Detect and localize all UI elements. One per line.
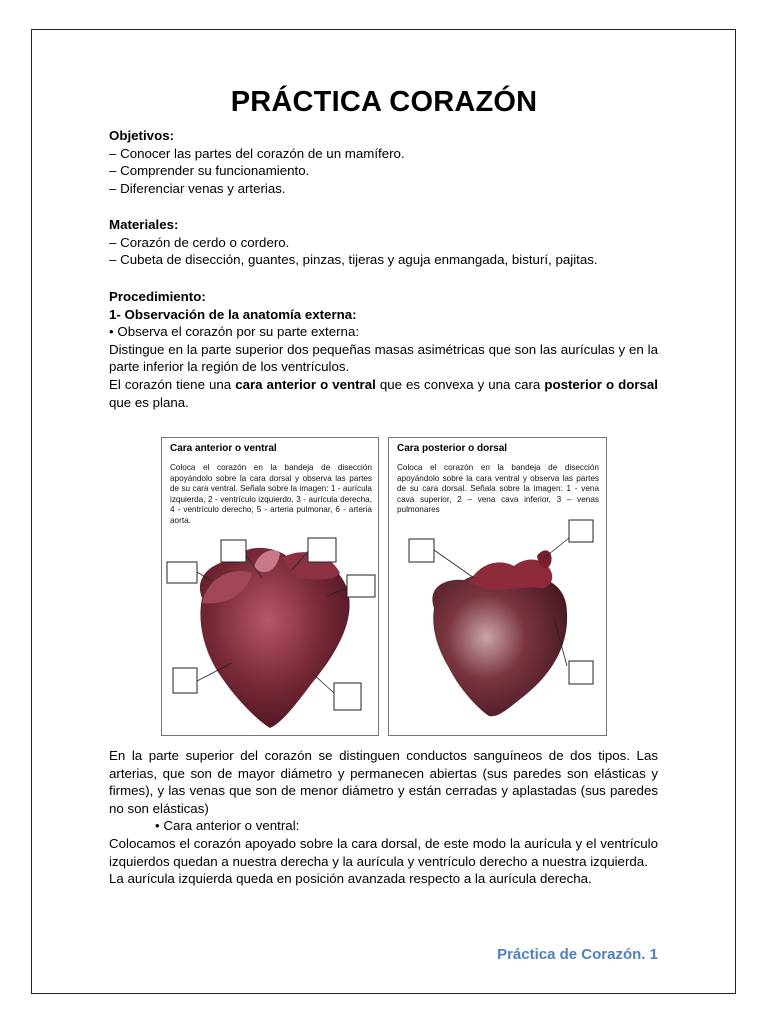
figure-ventral-text: Coloca el corazón en la bandeja de disección apoyándolo sobre la cara dorsal y observa las partes de su cara ventral. Señala sobre la imagen: 1 - aurícula izquierda, 2 - ventrículo izquierdo, 3 - aurícula derecha, 4 - ventrículo derecho, 5 - arteria pulmonar, 6 - arteria aorta. xyxy=(170,463,372,525)
bold-term-dorsal: posterior o dorsal xyxy=(544,376,658,392)
procedimiento-paragraph: Distingue en la parte superior dos pequeñas masas asimétricas que son las aurículas y en la parte inferior la región de los ventrículos. xyxy=(109,341,658,375)
procedimiento-subheading: 1- Observación de la anatomía externa: xyxy=(109,306,357,322)
heart-dorsal-shape xyxy=(432,573,567,717)
label-box xyxy=(334,683,361,710)
label-box xyxy=(569,661,593,684)
heart-dorsal-illustration xyxy=(389,438,607,736)
objetivos-item: – Diferenciar venas y arterias. xyxy=(109,180,286,196)
figure-dorsal-title: Cara posterior o dorsal xyxy=(397,443,508,454)
figure-ventral xyxy=(161,437,379,736)
heart-ventral-illustration xyxy=(162,438,379,736)
materiales-item: – Corazón de cerdo o cordero. xyxy=(109,234,290,250)
objetivos-section xyxy=(109,127,658,197)
label-box xyxy=(409,539,434,562)
label-box xyxy=(569,520,593,542)
materiales-heading: Materiales: xyxy=(109,217,179,232)
body2-section xyxy=(109,747,658,888)
body2-bullet: • Cara anterior o ventral: xyxy=(155,818,300,834)
procedimiento-heading: Procedimiento: xyxy=(109,289,206,304)
text-run: que es convexa y una cara xyxy=(375,376,545,392)
objetivos-heading: Objetivos: xyxy=(109,128,175,143)
figure-dorsal-text: Coloca el corazón en la bandeja de disección apoyándolo sobre la cara ventral y observa las partes de su cara dorsal. Señala sobre la imagen: 1 - vena cava superior, 2 – vena cava inferior, 3 – venas pulmonares xyxy=(397,463,599,515)
objetivos-item: – Conocer las partes del corazón de un mamífero. xyxy=(109,145,405,161)
objetivos-item: – Comprender su funcionamiento. xyxy=(109,163,310,179)
page-title: PRÁCTICA CORAZÓN xyxy=(230,86,538,118)
procedimiento-section xyxy=(109,288,658,411)
label-box xyxy=(308,538,336,562)
materiales-item: – Cubeta de disección, guantes, pinzas, tijeras y aguja enmangada, bisturí, pajitas. xyxy=(109,252,598,268)
label-box xyxy=(347,575,375,597)
text-run: El corazón tiene una xyxy=(109,376,236,392)
body2-paragraph-vessels: En la parte superior del corazón se distinguen conductos sanguíneos de dos tipos. Las arterias, que son de mayor diámetro y permanecen abiertas (sus paredes son elásticas y firmes), y las venas que son de menor diámetro y están cerradas y aplastadas (sus paredes no son elásticas) xyxy=(109,748,658,816)
figure-dorsal xyxy=(388,437,607,736)
body2-paragraph-position: Colocamos el corazón apoyado sobre la cara dorsal, de este modo la aurícula y el ventrículo izquierdos quedan a nuestra derecha y la aurícula y ventrículo derecho a nuestra izquierda. xyxy=(109,835,658,869)
page-footer: Práctica de Corazón. 1 xyxy=(497,946,658,963)
figure-ventral-title: Cara anterior o ventral xyxy=(170,443,277,454)
body2-paragraph-auricle: La aurícula izquierda queda en posición avanzada respecto a la aurícula derecha. xyxy=(109,871,592,887)
label-box xyxy=(167,562,197,583)
bold-term-ventral: cara anterior o ventral xyxy=(235,376,376,392)
label-box xyxy=(173,668,197,693)
procedimiento-paragraph-faces xyxy=(109,376,658,411)
procedimiento-bullet: • Observa el corazón por su parte externa: xyxy=(109,324,360,340)
text-run: que es plana. xyxy=(109,394,189,410)
materiales-section xyxy=(109,216,658,269)
label-box xyxy=(221,540,246,562)
